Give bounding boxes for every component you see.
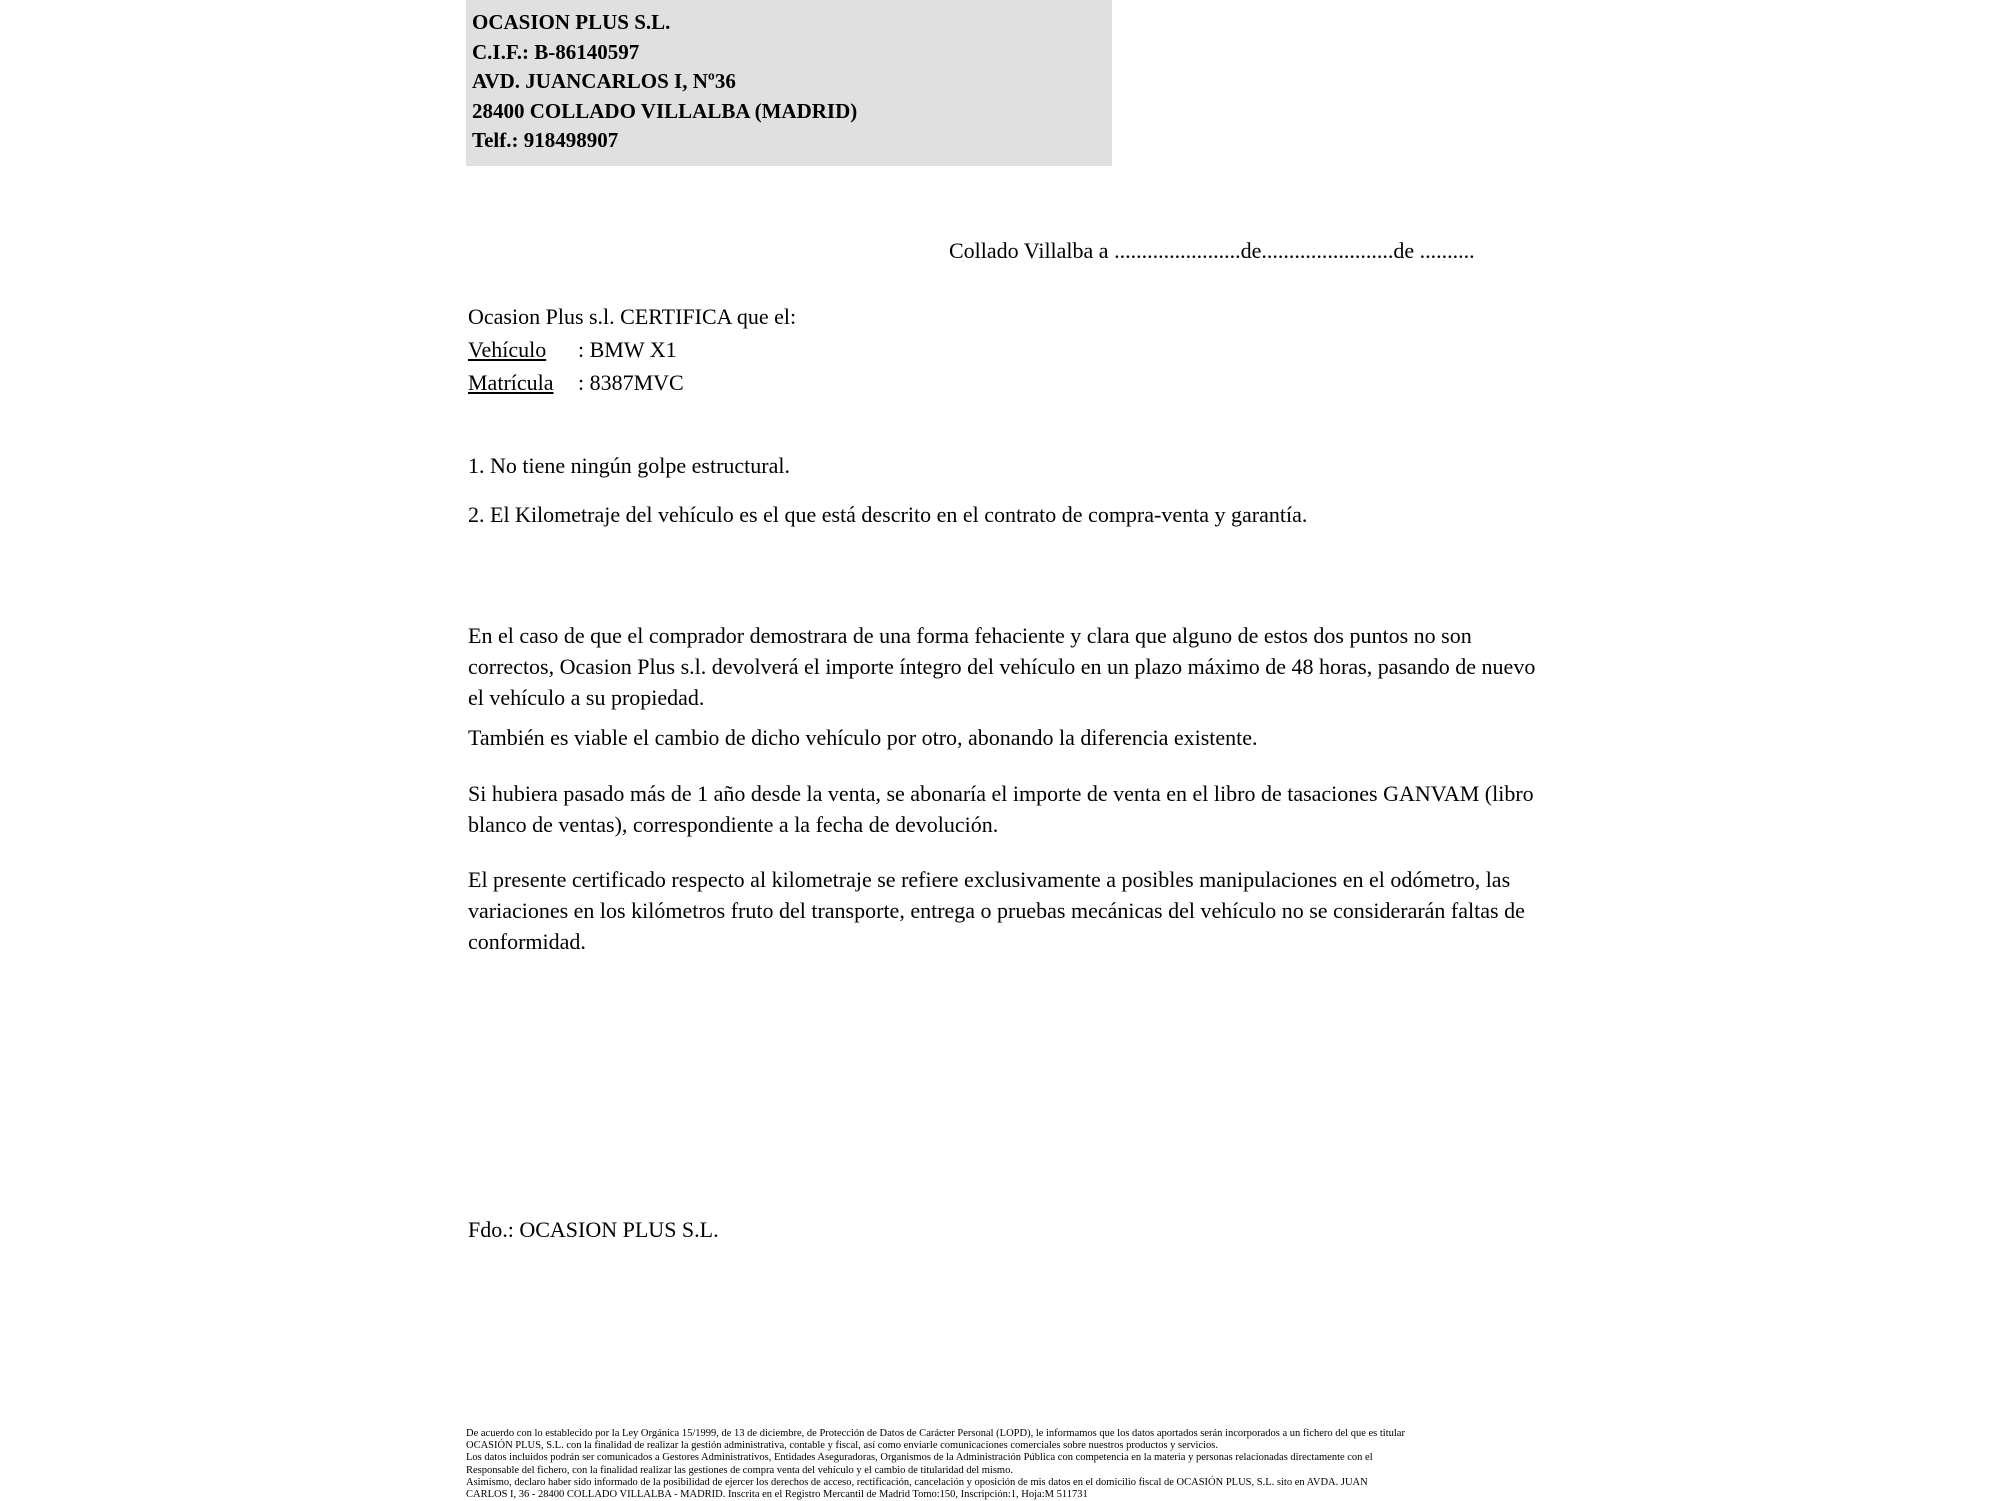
signature-line: Fdo.: OCASION PLUS S.L. <box>468 1217 719 1242</box>
point-2: 2. El Kilometraje del vehículo es el que está descrito en el contrato de compra-venta y garantía. <box>468 502 1308 527</box>
paragraph-odometer: El presente certificado respecto al kilometraje se refiere exclusivamente a posibles manipulaciones en el odómetro, las variaciones en los kilómetros fruto del transporte, entrega o pruebas mecánicas del vehículo no se considerarán faltas de conformidad. <box>468 867 1525 954</box>
legal-line-6: CARLOS I, 36 - 28400 COLLADO VILLALBA - MADRID. Inscrita en el Registro Mercantil de Madrid Tomo:150, Inscripción:1, Hoja:M 511731 <box>466 1489 1088 1501</box>
legal-line-3: Los datos incluidos podrán ser comunicados a Gestores Administrativos, Entidades Aseguradoras, Organismos de la Administración Pública con competencia en la materia y personas relacionadas directamente con el <box>466 1452 1373 1464</box>
paragraph-exchange: También es viable el cambio de dicho vehículo por otro, abonando la diferencia existente. <box>468 725 1258 750</box>
date-line: Collado Villalba a .......................de........................de .......... <box>949 238 1475 263</box>
vehicle-row <box>468 333 796 366</box>
company-city: 28400 COLLADO VILLALBA (MADRID) <box>472 98 858 123</box>
legal-line-2: OCASIÓN PLUS, S.L. con la finalidad de realizar la gestión administrativa, contable y fiscal, así como enviarle comunicaciones comerciales sobre nuestros productos y servicios. <box>466 1440 1218 1452</box>
company-name: OCASION PLUS S.L. <box>472 10 671 34</box>
certifies-intro: Ocasion Plus s.l. CERTIFICA que el: <box>468 304 797 329</box>
vehicle-value: : BMW X1 <box>578 337 677 362</box>
company-address: AVD. JUANCARLOS I, Nº36 <box>472 69 736 93</box>
paragraph-ganvam: Si hubiera pasado más de 1 año desde la venta, se abonaría el importe de venta en el libro de tasaciones GANVAM (libro blanco de ventas), correspondiente a la fecha de devolución. <box>468 781 1534 837</box>
vehicle-label: Vehículo <box>468 337 547 362</box>
plate-value: : 8387MVC <box>578 370 684 395</box>
certification-block <box>468 300 796 399</box>
company-phone: Telf.: 918498907 <box>472 128 619 152</box>
plate-row <box>468 366 796 399</box>
plate-label: Matrícula <box>468 370 554 395</box>
legal-line-5: Asimismo, declaro haber sido informado de la posibilidad de ejercer los derechos de acceso, rectificación, cancelación y oposición de mis datos en el domicilio fiscal de OCASIÓN PLUS, S.L. sito en AVDA. JUAN <box>466 1476 1368 1488</box>
company-cif: C.I.F.: B-86140597 <box>472 39 640 64</box>
legal-line-4: Responsable del fichero, con la finalidad realizar las gestiones de compra venta del vehículo y el cambio de titularidad del mismo. <box>466 1464 1013 1476</box>
point-1: 1. No tiene ningún golpe estructural. <box>468 453 790 478</box>
paragraph-refund: En el caso de que el comprador demostrara de una forma fehaciente y clara que alguno de estos dos puntos no son correctos, Ocasion Plus s.l. devolverá el importe íntegro del vehículo en un plazo máximo de 48 horas, pasando de nuevo el vehículo a su propiedad. <box>468 623 1536 710</box>
legal-footer <box>466 1428 1556 1501</box>
legal-line-1: De acuerdo con lo establecido por la Ley Orgánica 15/1999, de 13 de diciembre, de Protección de Datos de Carácter Personal (LOPD), le informamos que los datos aportados serán incorporados a un fichero del que es titular <box>466 1428 1405 1439</box>
letterhead-block <box>466 0 1112 166</box>
